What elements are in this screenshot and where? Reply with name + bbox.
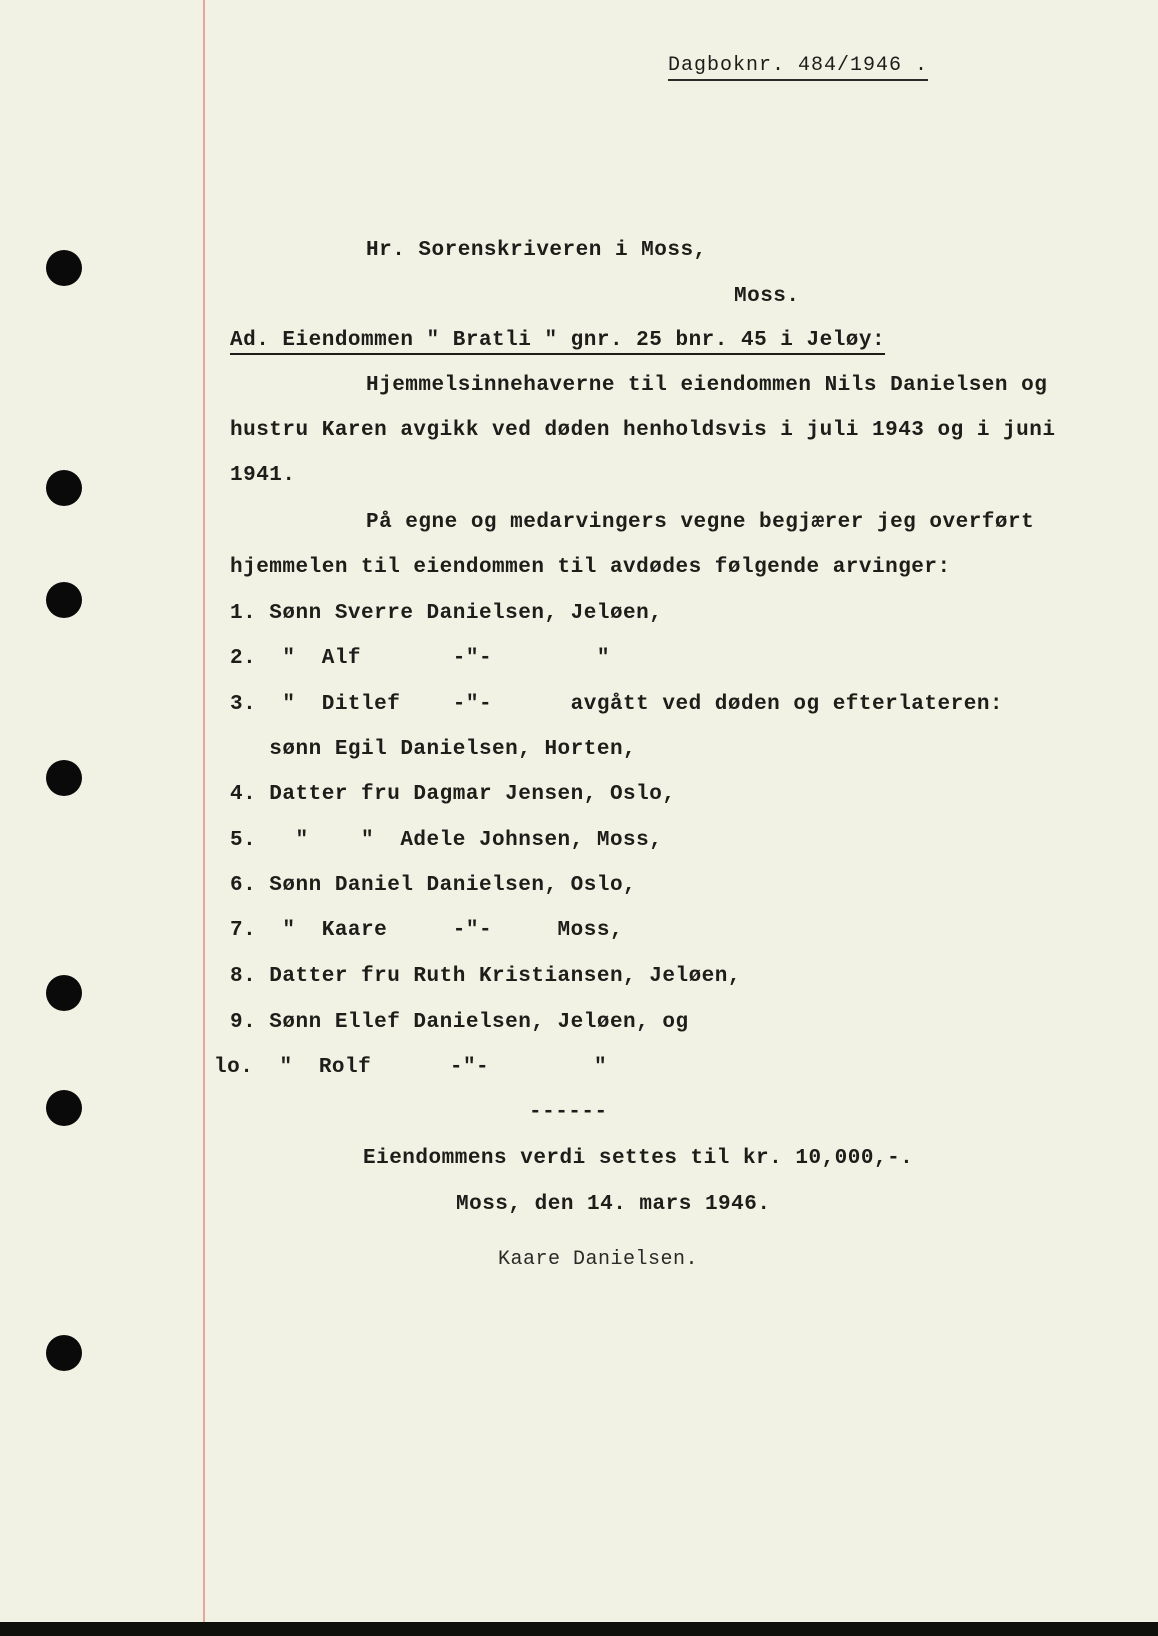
heir-list-item: 7. " Kaare -"- Moss, <box>230 919 624 942</box>
heir-list-item: 2. " Alf -"- " <box>230 647 610 670</box>
paragraph-2-line-2: hjemmelen til eiendommen til avdødes følgende arvinger: <box>230 556 951 579</box>
recipient: Hr. Sorenskriveren i Moss, <box>366 239 707 262</box>
punch-hole-icon <box>46 975 82 1011</box>
heir-list-item: 1. Sønn Sverre Danielsen, Jeløen, <box>230 602 663 625</box>
paragraph-2-line-1: På egne og medarvingers vegne begjærer jeg overført <box>366 511 1035 534</box>
heir-list-item: 5. " " Adele Johnsen, Moss, <box>230 829 663 852</box>
punch-hole-icon <box>46 470 82 506</box>
punch-hole-icon <box>46 250 82 286</box>
subject-line: Ad. Eiendommen " Bratli " gnr. 25 bnr. 45 i Jeløy: <box>230 330 885 355</box>
separator: ------ <box>529 1101 608 1124</box>
recipient-city: Moss. <box>734 285 800 308</box>
signature: Kaare Danielsen. <box>498 1248 699 1271</box>
place-date: Moss, den 14. mars 1946. <box>456 1193 771 1216</box>
heir-list-item: 6. Sønn Daniel Danielsen, Oslo, <box>230 874 637 897</box>
dagboknr: Dagboknr. 484/1946 . <box>668 56 928 81</box>
paragraph-1-line-2: hustru Karen avgikk ved døden henholdsvis i juli 1943 og i juni <box>230 419 1056 442</box>
heir-list-item: sønn Egil Danielsen, Horten, <box>230 738 637 761</box>
margin-line <box>203 0 205 1622</box>
heir-list-item: lo. " Rolf -"- " <box>214 1056 608 1079</box>
punch-hole-icon <box>46 582 82 618</box>
punch-hole-icon <box>46 1090 82 1126</box>
property-value: Eiendommens verdi settes til kr. 10,000,-. <box>363 1147 914 1170</box>
heir-list-item: 3. " Ditlef -"- avgått ved døden og efterlateren: <box>230 693 1004 716</box>
punch-hole-icon <box>46 1335 82 1371</box>
punch-hole-icon <box>46 760 82 796</box>
heir-list-item: 9. Sønn Ellef Danielsen, Jeløen, og <box>230 1011 689 1034</box>
heir-list-item: 4. Datter fru Dagmar Jensen, Oslo, <box>230 783 676 806</box>
heir-list-item: 8. Datter fru Ruth Kristiansen, Jeløen, <box>230 965 741 988</box>
paragraph-1-line-3: 1941. <box>230 464 296 487</box>
paragraph-1-line-1: Hjemmelsinnehaverne til eiendommen Nils Danielsen og <box>366 374 1048 397</box>
